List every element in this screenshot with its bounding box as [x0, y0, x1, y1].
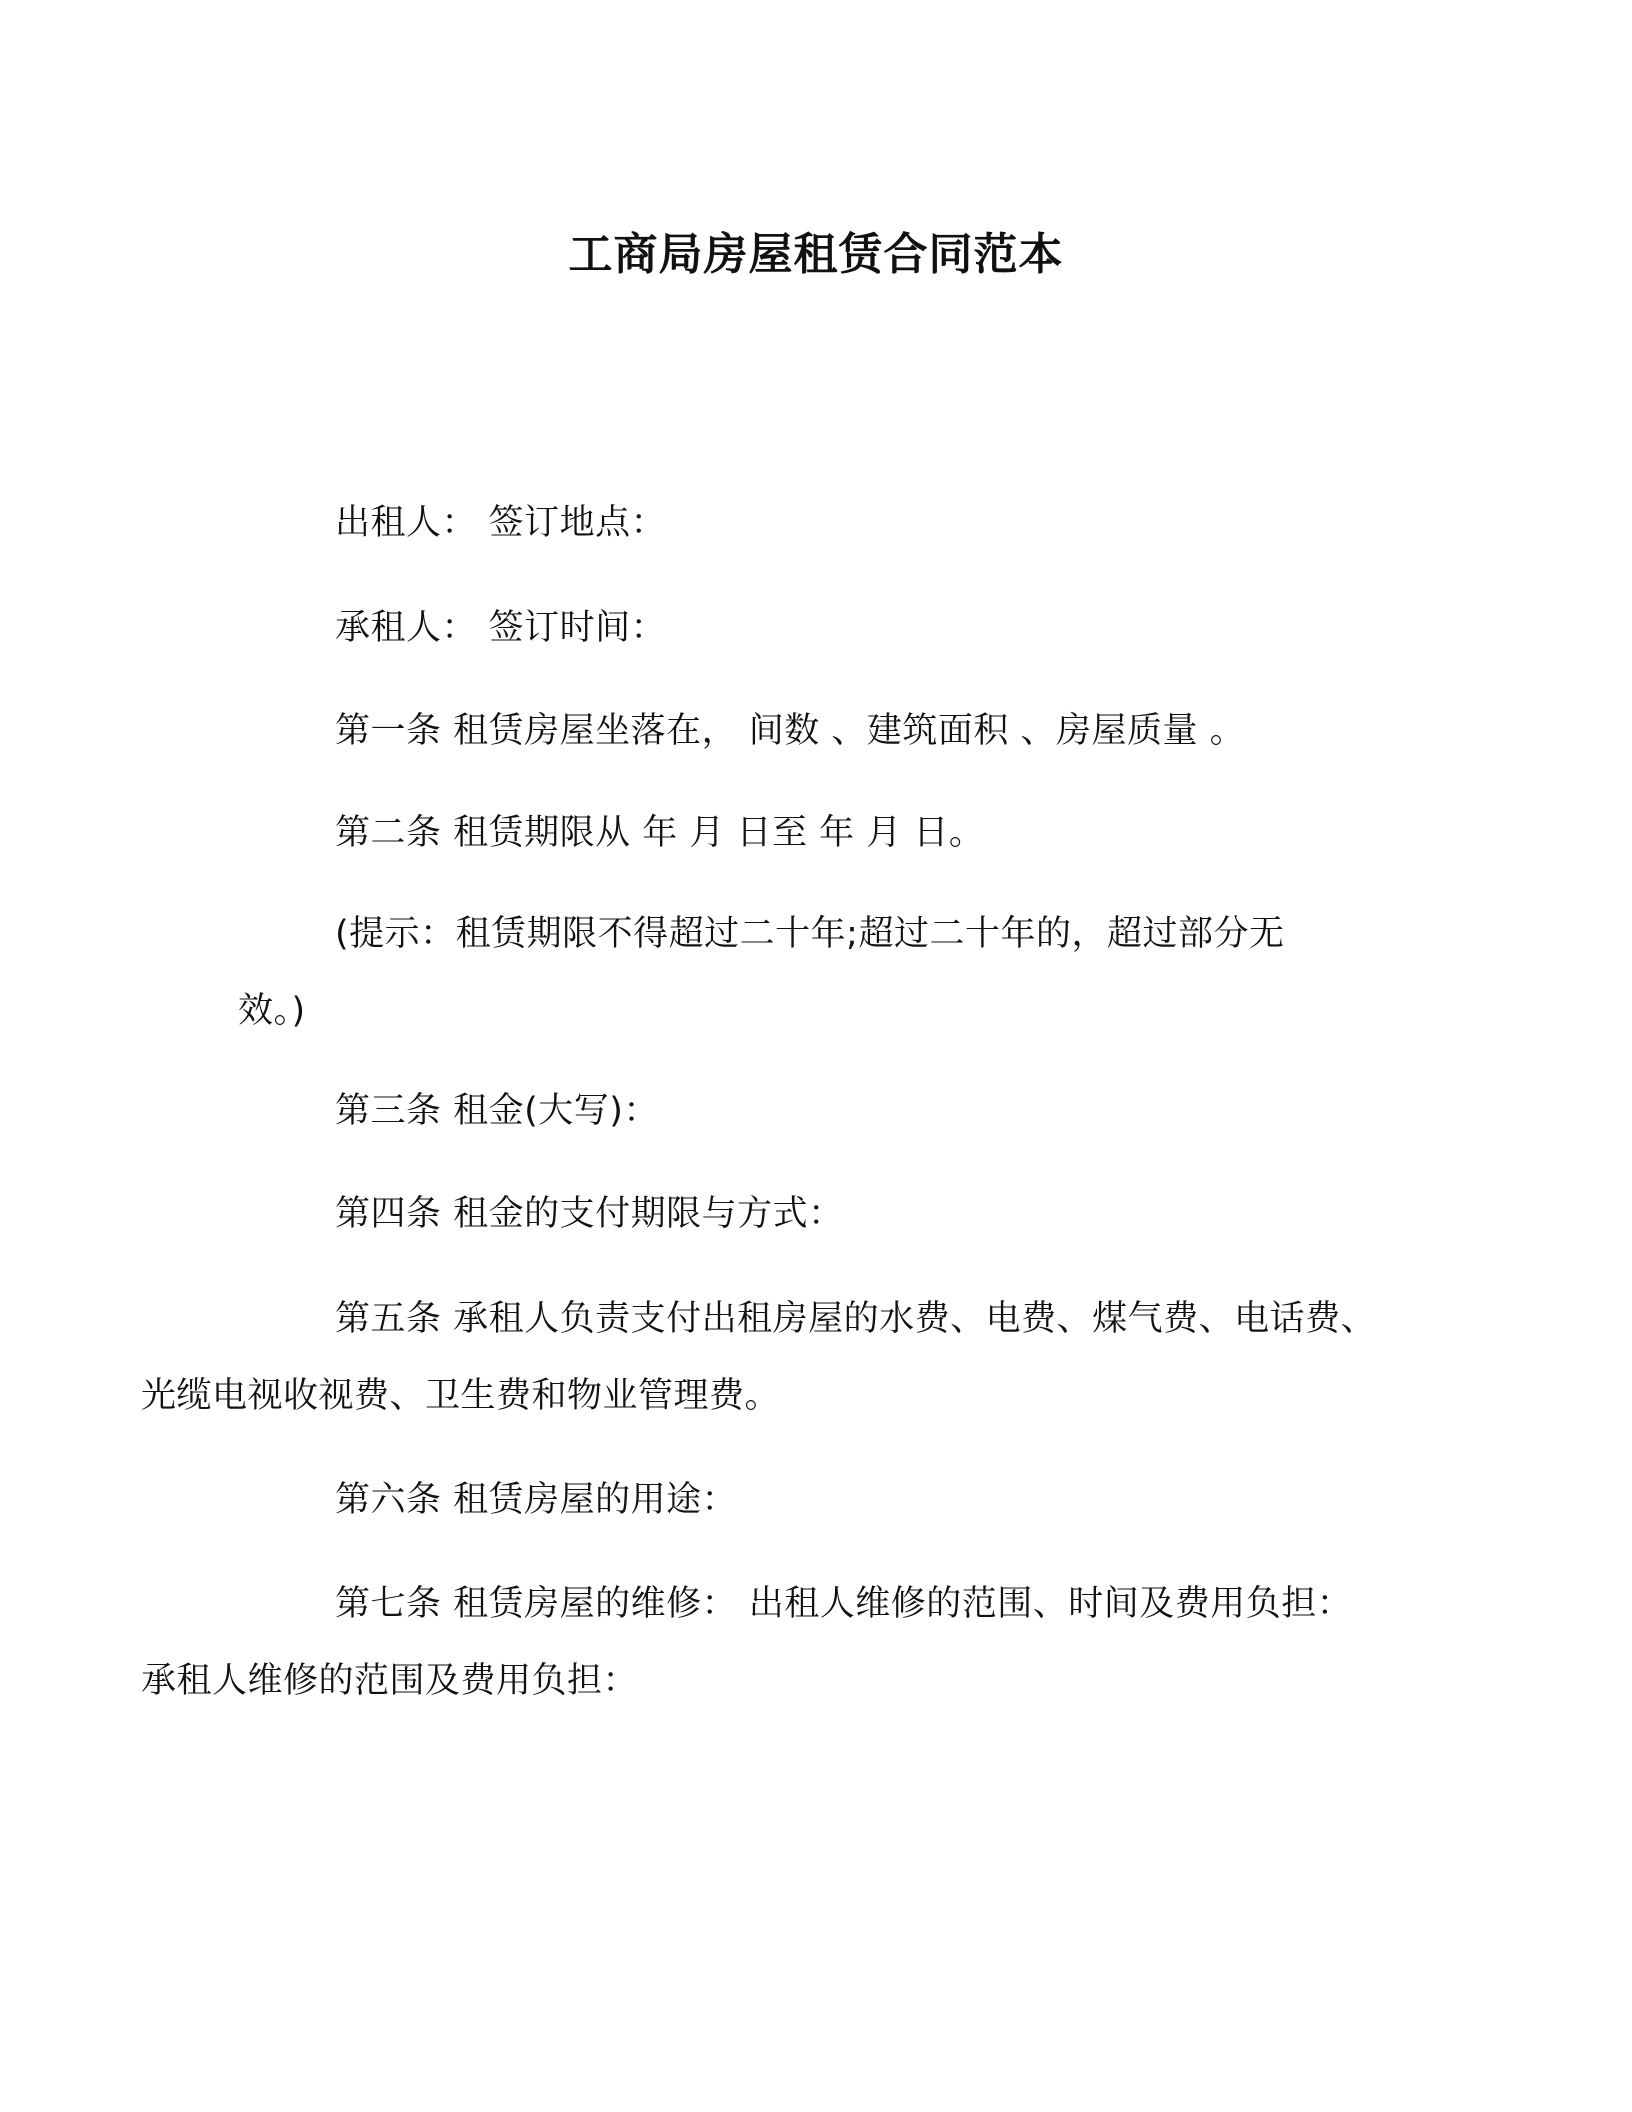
article-6: [238, 1462, 1408, 1539]
lessor-signing-place: [238, 485, 1408, 562]
lessee-signing-time: [238, 590, 1408, 667]
paragraph-line: 第三条 租金(大写)：: [335, 1091, 659, 1131]
paragraph-line: 第一条 租赁房屋坐落在， 间数 、建筑面积 、房屋质量 。: [335, 711, 1246, 751]
paragraph-line: 第六条 租赁房屋的用途：: [335, 1480, 738, 1520]
paragraph-line: 第二条 租赁期限从 年 月 日至 年 月 日。: [335, 813, 985, 853]
paragraph-line: 效。): [238, 991, 306, 1031]
paragraph-line: 光缆电视收视费、卫生费和物业管理费。: [141, 1376, 781, 1416]
paragraph-line: 出租人： 签订地点：: [335, 503, 667, 543]
term-note: [238, 896, 1408, 1050]
paragraph-line: 第五条 承租人负责支付出租房屋的水费、电费、煤气费、电话费、: [335, 1299, 1377, 1339]
article-3: [238, 1073, 1408, 1150]
paragraph-line: 第四条 租金的支付期限与方式：: [335, 1194, 844, 1234]
article-4: [238, 1176, 1408, 1253]
paragraph-line: 承租人维修的范围及费用负担：: [141, 1661, 639, 1701]
article-5: [141, 1281, 1408, 1435]
article-2: [238, 795, 1408, 872]
paragraph-line: (提示：租赁期限不得超过二十年;超过二十年的，超过部分无: [335, 914, 1285, 954]
paragraph-line: 第七条 租赁房屋的维修： 出租人维修的范围、时间及费用负担：: [335, 1584, 1353, 1624]
article-1: [238, 693, 1408, 770]
document-title: 工商局房屋租赁合同范本: [568, 229, 1064, 280]
article-7: [141, 1566, 1408, 1720]
paragraph-line: 承租人： 签订时间：: [335, 608, 667, 648]
